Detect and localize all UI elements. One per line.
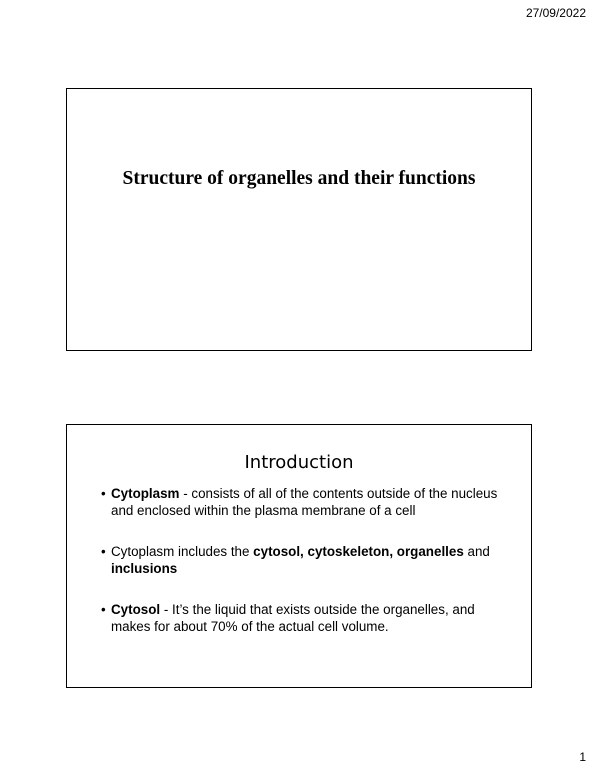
bullet-text: - consists of all of the contents outside of the nucleus and enclosed within the plasma membrane of a cell	[111, 486, 498, 518]
bullet-term: Cytoplasm	[111, 486, 180, 501]
slide-introduction	[66, 424, 532, 688]
bullet-dot-icon: •	[101, 602, 106, 617]
bullet-item-cytoplasm-includes	[101, 544, 511, 577]
slide-heading: Introduction	[244, 452, 354, 473]
bullet-text: and	[463, 544, 490, 559]
bullet-list	[101, 486, 511, 660]
bullet-dot-icon: •	[101, 486, 106, 501]
slide-title-card	[66, 88, 532, 351]
bullet-dot-icon: •	[101, 544, 106, 559]
page-date: 27/09/2022	[525, 6, 586, 20]
bullet-item-cytoplasm	[101, 486, 511, 519]
bullet-text: Cytoplasm includes the	[111, 544, 254, 559]
page-number: 1	[579, 750, 586, 764]
bullet-term: cytosol, cytoskeleton, organelles	[253, 544, 464, 559]
bullet-term: inclusions	[111, 560, 178, 576]
bullet-term: Cytosol	[111, 602, 161, 617]
bullet-item-cytosol	[101, 602, 511, 635]
slide-title: Structure of organelles and their functions	[122, 168, 476, 189]
bullet-text: - It’s the liquid that exists outside the organelles, and makes for about 70% of the actual cell volume.	[111, 602, 475, 634]
